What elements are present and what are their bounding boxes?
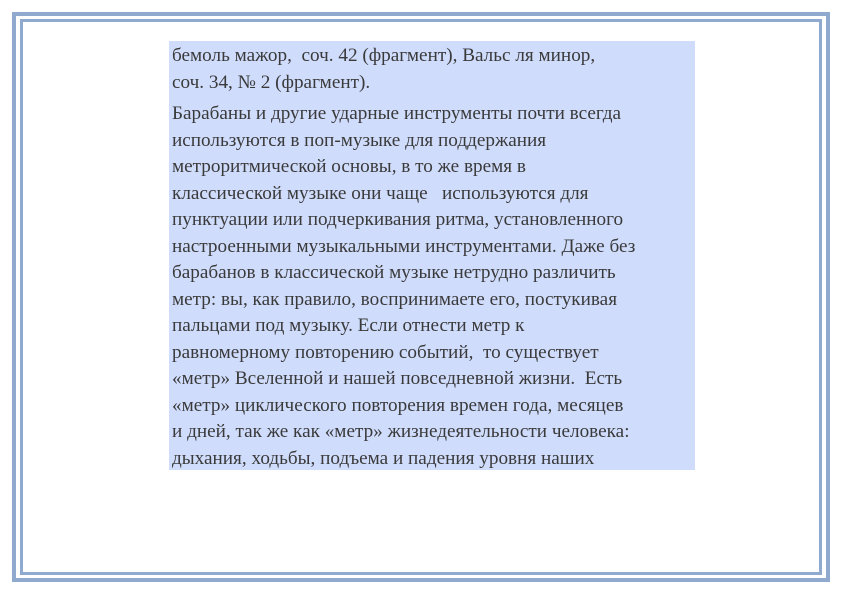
text-line: метроритмической основы, в то же время в bbox=[172, 156, 526, 177]
text-line: Барабаны и другие ударные инструменты почти всегда bbox=[172, 103, 622, 124]
text-line: бемоль мажор, соч. 42 (фрагмент), Вальс ля минор, bbox=[172, 45, 596, 66]
text-line: дыхания, ходьбы, подъема и падения уровня наших bbox=[172, 447, 595, 469]
highlighted-text-block bbox=[169, 41, 695, 470]
paragraph-2 bbox=[172, 101, 693, 472]
text-line: барабанов в классической музыке нетрудно различить bbox=[172, 262, 616, 283]
text-line: «метр» циклического повторения времен года, месяцев bbox=[172, 394, 624, 416]
text-line: классической музыке они чаще используются для bbox=[172, 182, 589, 204]
text-line: и дней, так же как «метр» жизнедеятельности человека: bbox=[172, 421, 630, 442]
text-line: «метр» Вселенной и нашей повседневной жизни. Есть bbox=[172, 368, 623, 389]
text-line: равномерному повторению событий, то существует bbox=[172, 341, 599, 363]
paragraph-1 bbox=[172, 43, 693, 96]
text-line: соч. 34, № 2 (фрагмент). bbox=[172, 71, 371, 93]
text-line: пунктуации или подчеркивания ритма, установленного bbox=[172, 209, 624, 230]
text-line: метр: вы, как правило, воспринимаете его, постукивая bbox=[172, 288, 618, 310]
text-line: используются в поп-музыке для поддержания bbox=[172, 129, 547, 151]
text-line: настроенными музыкальными инструментами. Даже без bbox=[172, 235, 636, 257]
text-line: пальцами под музыку. Если отнести метр к bbox=[172, 315, 525, 336]
